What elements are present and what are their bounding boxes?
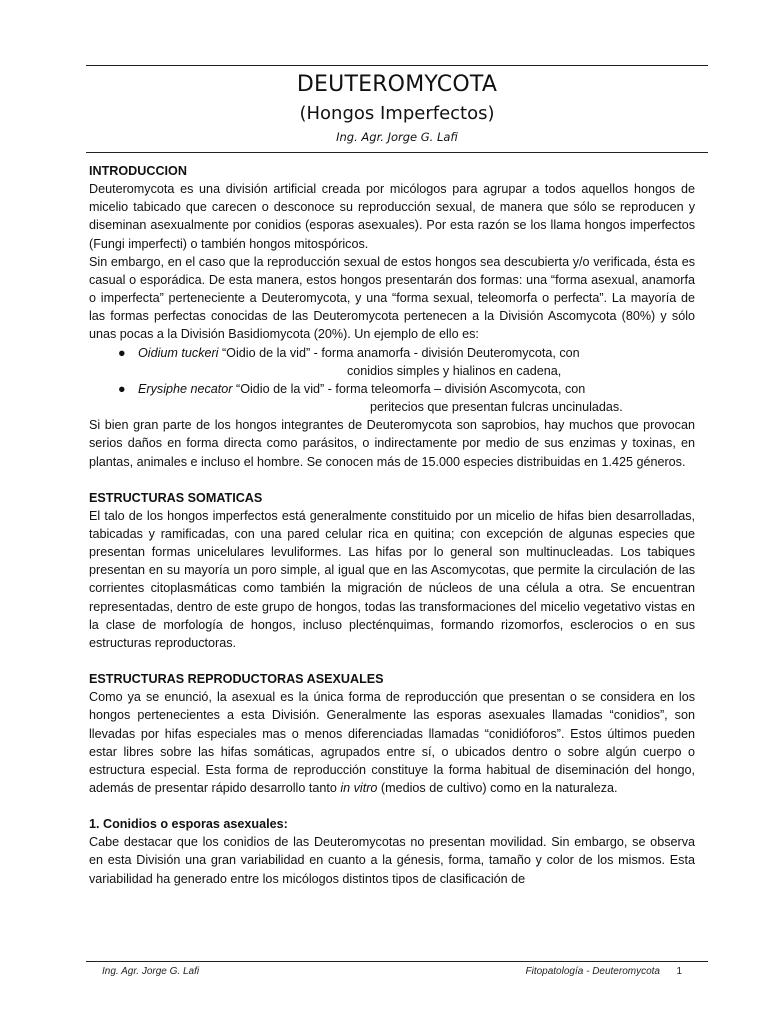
section-heading-somaticas: ESTRUCTURAS SOMATICAS: [89, 490, 263, 505]
intro-paragraph-1: Deuteromycota es una división artificial creada por micólogos para agrupar a todos aquellos hongos de micelio tabicado que carecen o desconoce su reproducción sexual, de manera que sólo se reproducen y diseminan asexualmente por conidios (esporas asexuales). Por esta razón se los llama hongos imperfectos (Fungi imperfecti) o también hongos mitospóricos.: [89, 182, 695, 251]
document-title: DEUTEROMYCOTA: [296, 72, 498, 97]
bullet-continuation: peritecios que presentan fulcras uncinuladas.: [370, 400, 623, 415]
intro-paragraph-3: Si bien gran parte de los hongos integrantes de Deuteromycota son saprobios, hay muchos que provocan serios daños en forma directa como parásitos, o indirectamente por medio de sus enzimas y toxinas, en plantas, animales e incluso el hombre. Se conocen más de 15.000 especies distribuidas en 1.425 géneros.: [89, 418, 695, 469]
species-name: Erysiphe necator: [138, 381, 233, 396]
asexual-italic-term: in vitro: [340, 781, 378, 795]
bullet-icon: ●: [118, 345, 126, 360]
section-heading-asexuales: ESTRUCTURAS REPRODUCTORAS ASEXUALES: [89, 672, 384, 687]
bullet-item-oidium: [89, 344, 695, 362]
asexual-text-1: Como ya se enunció, la asexual es la única forma de reproducción que presentan o se considera en los hongos pertenecientes a esta División. Generalmente las esporas asexuales llamadas “conidios”, son llevadas por hifas especiales mas o menos diferenciadas llamadas “conidióforos”. Estos últimos pueden estar libres sobre las hifas somáticas, agrupados entre sí, o ubicados dentro o sobre algún cuerpo o estructura especial. Esta forma de reproducción constituye la forma habitual de diseminación del hongo, además de presentar rápido desarrollo tanto: [89, 690, 695, 795]
conidia-paragraph: Cabe destacar que los conidios de las Deuteromycotas no presentan movilidad. Sin embargo, se observa en esta División una gran variabilidad en cuanto a la génesis, forma, tamaño y color de los mismos. Esta variabilidad ha generado entre los micólogos distintos tipos de clasificación de: [89, 835, 695, 886]
footer-course: Fitopatología - Deuteromycota: [525, 966, 660, 977]
document-author: Ing. Agr. Jorge G. Lafi: [336, 130, 458, 144]
document-subtitle: (Hongos Imperfectos): [299, 103, 495, 124]
bullet-continuation: conidios simples y hialinos en cadena,: [347, 363, 562, 378]
footer-author: Ing. Agr. Jorge G. Lafi: [102, 966, 200, 977]
page-number: 1: [676, 966, 682, 977]
footer-rule: [86, 961, 708, 962]
intro-paragraph-2: Sin embargo, en el caso que la reproducción sexual de estos hongos sea descubierta y/o verificada, ésta es casual o esporádica. De esta manera, estos hongos presentarán dos formas: una “forma asexual, anamorfa o imperfecta” perteneciente a Deuteromycota, y una “forma sexual, teleomorfa o perfecta”. La mayoría de las formas perfectas conocidas de las Deuteromycota pertenecen a la División Ascomycota (80%) y sólo unas pocas a la División Basidiomycota (20%). Un ejemplo de ello es:: [89, 254, 695, 342]
document-body: [89, 162, 695, 888]
section-heading-conidios: 1. Conidios o esporas asexuales:: [89, 817, 288, 832]
bullet-icon: ●: [118, 381, 126, 396]
asexual-paragraph: [89, 688, 695, 797]
species-name: Oidium tuckeri: [138, 345, 219, 360]
asexual-text-2: (medios de cultivo) como en la naturaleza.: [377, 781, 618, 795]
header-rule: [86, 152, 708, 153]
top-rule: [86, 65, 708, 66]
somatic-paragraph: El talo de los hongos imperfectos está generalmente constituido por un micelio de hifas bien desarrolladas, tabicadas y ramificadas, con una pared celular rica en quitina; con excepción de algunas especies que presentan formas unicelulares levuliformes. Las hifas por lo general son multinucleadas. Los tabiques presentan en su mayoría un poro simple, al igual que en las Ascomycotas, que permite la circulación de las corrientes citoplasmáticas como también la migración de núcleos de una célula a otra. Se encuentran representadas, dentro de este grupo de hongos, todas las transformaciones del micelio vegetativo vistas en la clase de morfología de hongos, incluso plecténquimas, formando rizomorfos, esclerocios o en sus estructuras reproductoras.: [89, 508, 695, 650]
bullet-text: “Oidio de la vid” - forma anamorfa - división Deuteromycota, con: [218, 345, 580, 360]
bullet-text: “Oidio de la vid” - forma teleomorfa – división Ascomycota, con: [232, 381, 586, 396]
bullet-item-erysiphe: [89, 380, 695, 398]
section-heading-introduccion: INTRODUCCION: [89, 164, 187, 178]
